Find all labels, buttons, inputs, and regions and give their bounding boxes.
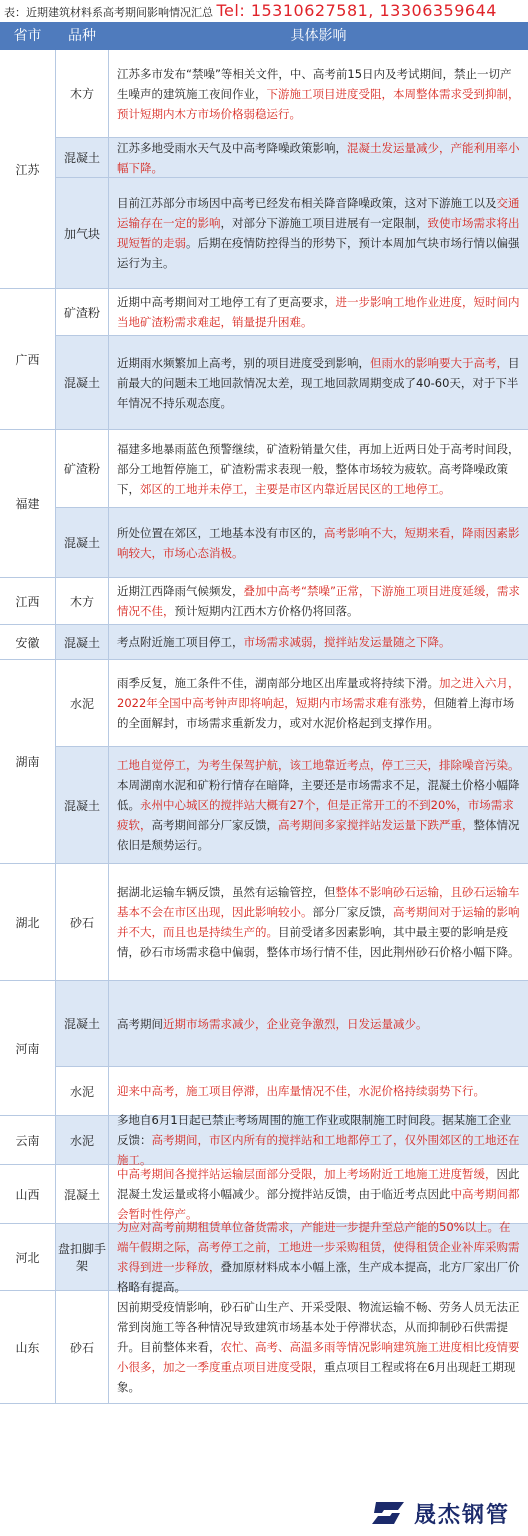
impact-text: 目前最大的问题未工地回款情况太差，现工地回款周期变成了40-60天，对于下半年情况不持乐观态度。: [117, 355, 520, 410]
table-row: [55, 625, 528, 660]
impact-text: 整体情况依旧是颓势运行。: [117, 818, 520, 852]
table-row: [55, 1291, 528, 1404]
impact-cell: [109, 981, 528, 1066]
highlighted-text: 叠加中高考“禁噪”正常，下游施工项目进度延缓，需求情况不佳，: [117, 584, 520, 618]
impact-text: 目前受诸多因素影响，其中最主要的影响是疫情，砂石市场需求稳中偏弱，整体市场行情不佳，因此荆州砂石价格小幅下降。: [117, 925, 520, 959]
impact-text: ，对部分下游施工项目进展有一定限制，: [220, 216, 428, 230]
table-row: [55, 981, 528, 1067]
product-cell: 盘扣脚手架: [55, 1224, 109, 1290]
table-row: [55, 1113, 528, 1167]
impact-text: 目前江苏部分市场因中高考已经发布相关降音降噪政策，这对下游施工以及: [117, 196, 497, 210]
table-row: [55, 864, 528, 981]
product-cell: 木方: [55, 50, 109, 137]
highlighted-text: 市场需求减弱，搅拌站发运量随之下降。: [243, 635, 451, 649]
impact-text: 多地自6月1日起已禁止考场周围的施工作业或限制施工时间段。据某施工企业反馈：: [117, 1113, 512, 1147]
highlighted-text: 整体不影响砂石运输，且砂石运输车基本不会在市区出现，因此影响较小。: [117, 885, 520, 919]
province-cell: 云南: [0, 1116, 55, 1165]
product-cell: 混凝土: [55, 138, 109, 177]
impact-text: 近期中高考期间对工地停工有了更高要求，: [117, 295, 336, 309]
impact-text: 但随着上海市场的全面解封，市场需求重新发力，或对水泥价格起到支撑作用。: [117, 696, 515, 730]
impact-text: 所处位置在郊区，工地基本没有市区的，: [117, 525, 324, 540]
highlighted-text: 中高考期间各搅拌站运输层面部分受限，加上考场附近工地施工进度暂缓，: [117, 1167, 497, 1181]
impact-cell: [109, 625, 528, 659]
product-cell: 混凝土: [55, 981, 109, 1066]
impact-text: 叠加原材料成本小幅上涨，生产成本提高，北方厂家出厂价格略有提高。: [117, 1260, 520, 1294]
highlighted-text: 迎来中高考，施工项目停滞，出库量情况不佳，水泥价格持续弱势下行。: [117, 1084, 485, 1098]
highlighted-text: 下游施工项目进度受阻，本周整体需求受到抑制，预计短期内木方市场价格弱稳运行。: [117, 86, 520, 121]
impact-cell: [109, 578, 528, 624]
highlighted-text: 高考影响不大，短期来看，降雨因素影响较大，市场心态消极。: [117, 525, 520, 560]
highlighted-text: 交通运输存在一定的影响: [117, 196, 520, 230]
highlighted-text: 但雨水的影响要大于高考，: [370, 355, 508, 370]
header-product: 品种: [68, 28, 96, 44]
impact-text: 本周湖南水泥和矿粉行情存在暗降，主要还是市场需求不足，混凝土价格小幅降低。: [117, 778, 520, 812]
product-cell: 水泥: [55, 1067, 109, 1115]
highlighted-text: 永州中心城区的搅拌站大概有27个，但是正常开工的不到20%，市场需求疲软，: [117, 798, 514, 832]
product-cell: 矿渣粉: [55, 430, 109, 507]
province-cell: 福建: [0, 430, 55, 578]
brand-logo: [370, 1496, 520, 1530]
table-row: [55, 430, 528, 508]
product-cell: 矿渣粉: [55, 289, 109, 335]
highlighted-text: 近期市场需求减少，企业竞争激烈，日发运量减少。: [163, 1016, 428, 1031]
impact-text: 福建多地暴雨蓝色预警继续，矿渣粉销量欠佳，再加上近两日处于高考时间段，部分工地暂停施工，矿渣粉需求表现一般，整体市场较为疲软。高考降噪政策下，: [117, 441, 520, 496]
brand-name: 晟杰钢管: [414, 1502, 511, 1528]
highlighted-text: 工地自觉停工，为考生保驾护航，该工地靠近考点，停工三天，排除噪音污染。: [117, 758, 520, 772]
impact-cell: [109, 1165, 528, 1223]
impact-cell: [109, 1220, 528, 1294]
impact-cell: [109, 430, 528, 507]
watermark-phone: Tel: 15310627581, 13306359644: [216, 1, 497, 20]
table-row: [55, 508, 528, 578]
table-row: [55, 747, 528, 864]
impact-cell: [109, 1067, 528, 1115]
impact-text: 考点附近施工项目停工，: [117, 635, 244, 649]
impact-text: 高考期间: [117, 1016, 163, 1031]
table-header: [0, 22, 528, 50]
header-province: 省市: [13, 28, 42, 44]
province-cell: 湖南: [0, 660, 55, 864]
impact-text: 近期雨水频繁加上高考，别的项目进度受到影响，: [117, 355, 370, 370]
highlighted-text: 郊区的工地并未停工，主要是市区内靠近居民区的工地停工。: [140, 481, 451, 496]
impact-text: 雨季反复，施工条件不佳，湖南部分地区出库量或将持续下滑。: [117, 676, 439, 690]
table-row: [55, 1220, 528, 1294]
caption-title: 表：近期建筑材料系高考期间影响情况汇总: [4, 6, 213, 19]
highlighted-text: 农忙、高考、高温多雨等情况影响建筑施工进度相比疫情要小很多，加之一季度重点项目进度受限，: [117, 1340, 520, 1374]
table-row: [55, 578, 528, 625]
impact-cell: [109, 138, 528, 177]
table-row: [55, 336, 528, 430]
impact-text: 高考期间部分厂家反馈，: [151, 818, 278, 832]
impact-text: 。后期在疫情防控得当的形势下，预计本周加气块市场行情以偏强运行为主。: [117, 236, 520, 270]
highlighted-text: 进一步影响工地作业进度，短时间内当地矿渣粉需求难起，销量提升困难。: [117, 295, 520, 329]
header-impact: 具体影响: [290, 28, 347, 44]
province-cell: 山东: [0, 1291, 55, 1404]
highlighted-text: 高考期间，市区内所有的搅拌站和工地都停工了，仅外围郊区的工地还在施工。: [117, 1133, 520, 1167]
impact-text: 江苏多地受雨水天气及中高考降噪政策影响，: [117, 140, 347, 155]
highlighted-text: 致使市场需求将出现短暂的走弱: [117, 216, 520, 250]
product-cell: 混凝土: [55, 508, 109, 577]
highlighted-text: 为应对高考前期租赁单位备货需求，产能进一步提升至总产能的50%以上。在端午假期之际，高考停工之前，工地进一步采购租赁，使得租赁企业补库采购需求得到进一步释放，: [117, 1220, 520, 1274]
impact-text: 重点项目工程或将在6月出现赶工期现象。: [117, 1360, 516, 1394]
product-cell: 水泥: [55, 660, 109, 746]
sj-logo-icon: [370, 1498, 410, 1528]
product-cell: 加气块: [55, 178, 109, 288]
impact-cell: [109, 864, 528, 980]
province-cell: 河北: [0, 1224, 55, 1291]
table-caption: [0, 0, 528, 22]
province-cell: 江苏: [0, 50, 55, 289]
impact-text: 近期江西降雨气候频发，: [117, 584, 244, 598]
product-cell: 混凝土: [55, 625, 109, 659]
province-cell: 江西: [0, 578, 55, 625]
impact-cell: [109, 289, 528, 335]
impact-cell: [109, 1291, 528, 1403]
province-cell: 山西: [0, 1165, 55, 1224]
impact-cell: [109, 660, 528, 746]
impact-text: 因此混凝土发运量或将小幅减少。部分搅拌站反馈，由于临近考点因此: [117, 1167, 520, 1201]
impact-cell: [109, 1113, 528, 1167]
table-row: [55, 50, 528, 138]
province-cell: 安徽: [0, 625, 55, 660]
table-row: [55, 178, 528, 289]
table-row: [55, 138, 528, 178]
product-cell: 砂石: [55, 864, 109, 980]
impact-cell: [109, 747, 528, 863]
impact-text: 因前期受疫情影响，砂石矿山生产、开采受限、物流运输不畅、劳务人员无法正常到岗施工等各种情况导致建筑市场基本处于停滞状态，从而抑制砂石供需提升。目前整体来看，: [117, 1300, 520, 1354]
product-cell: 木方: [55, 578, 109, 624]
table-row: [55, 1067, 528, 1116]
province-cell: 河南: [0, 981, 55, 1116]
highlighted-text: 加之进入六月，2022年全国中高考钟声即将响起，短期内市场需求难有涨势，: [117, 676, 520, 710]
product-cell: 水泥: [55, 1116, 109, 1164]
impact-cell: [109, 178, 528, 288]
table-row: [55, 289, 528, 336]
highlighted-text: 高考期间多家搅拌站发运量下跌严重，: [278, 818, 474, 832]
table-row: [55, 660, 528, 747]
product-cell: 混凝土: [55, 336, 109, 429]
impact-cell: [109, 50, 528, 137]
province-cell: 湖北: [0, 864, 55, 981]
product-cell: 混凝土: [55, 747, 109, 863]
province-cell: 广西: [0, 289, 55, 430]
impact-text: 预计短期内江西木方价格仍将回落。: [174, 604, 359, 618]
impact-text: 江苏多市发布“禁噪”等相关文件，中、高考前15日内及考试期间，禁止一切产生噪声的建筑施工夜间作业，: [117, 66, 512, 101]
highlighted-text: 中高考期间都会暂时性停产。: [117, 1187, 520, 1221]
impact-cell: [109, 508, 528, 577]
product-cell: 砂石: [55, 1291, 109, 1403]
highlighted-text: 高考期间对于运输的影响并不大，而且也是持续生产的。: [117, 905, 520, 939]
impact-text: 部分厂家反馈，: [312, 905, 393, 919]
impact-cell: [109, 336, 528, 429]
product-cell: 混凝土: [55, 1165, 109, 1223]
impact-text: 据湖北运输车辆反馈，虽然有运输管控，但: [117, 885, 336, 899]
table-row: [55, 1165, 528, 1224]
highlighted-text: 混凝土发运量减少，产能利用率小幅下降。: [117, 140, 520, 175]
